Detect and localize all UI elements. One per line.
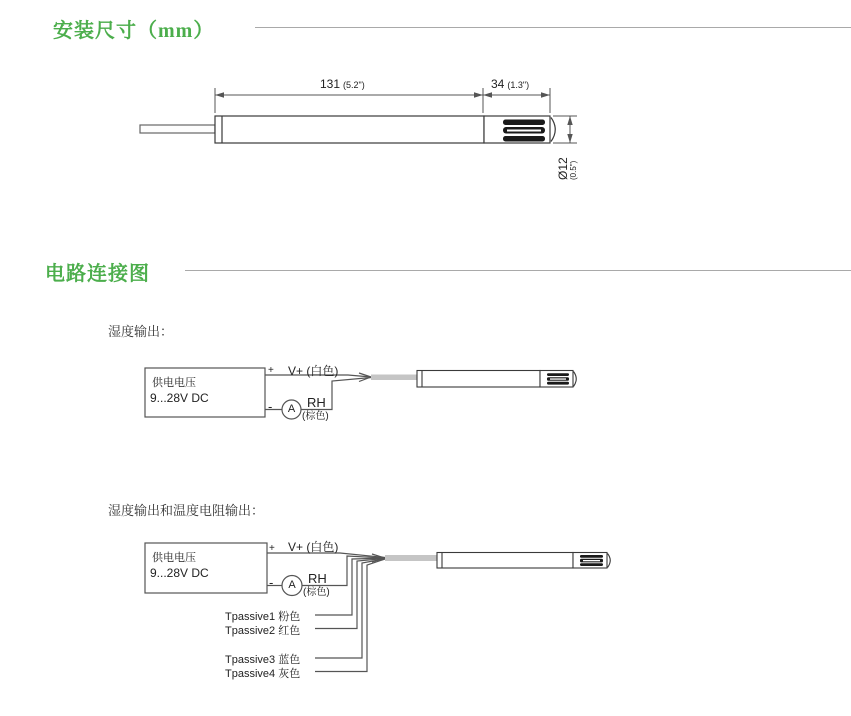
tpassive3-name: Tpassive3	[225, 654, 276, 666]
tpassive2-color: 红色	[278, 624, 301, 637]
diagram1-caption: 湿度输出：	[108, 324, 174, 339]
diagram2-ammeter-symbol: A	[288, 579, 296, 591]
tpassive2-name: Tpassive2	[225, 624, 276, 637]
probe-drawing-2	[385, 553, 610, 569]
dimension-head-label	[491, 77, 529, 91]
diagram1-vplus-wire-label: V+ (白色)	[288, 364, 339, 378]
dimension-head-inch: (1.3")	[507, 80, 530, 90]
dimension-head-mm: 34	[491, 77, 505, 91]
dimension-diameter-mm: Ø12	[556, 157, 570, 180]
section-divider-2	[185, 270, 851, 271]
diagram2-rh-wire-color: (棕色)	[303, 587, 330, 598]
tpassive1-color: 粉色	[278, 611, 301, 623]
diagram1-ammeter-symbol: A	[287, 403, 296, 415]
tpassive4-label	[225, 665, 300, 681]
probe-dimension-drawing	[140, 116, 555, 143]
dimension-diameter-inch: (0.5")	[568, 160, 578, 180]
diagram2-supply-voltage: 9...28V DC	[150, 566, 209, 580]
diagram2-plus-terminal: +	[269, 543, 275, 554]
section-divider-1	[255, 27, 851, 28]
dimension-diameter-label	[557, 157, 578, 180]
diagram1-rh-wire-color: (棕色)	[302, 411, 329, 422]
tpassive4-name: Tpassive4	[225, 667, 276, 680]
diagram1-plus-terminal: +	[268, 365, 274, 376]
dimension-length-label	[320, 77, 365, 91]
diagram2-minus-terminal: -	[269, 575, 274, 590]
dimension-length-inch: (5.2")	[343, 80, 365, 90]
section-title-wiring: 电路连接图	[45, 263, 150, 285]
probe-drawing-1	[371, 371, 576, 388]
tpassive4-color: 灰色	[278, 667, 301, 680]
diagram2-supply-label: 供电电压	[152, 552, 196, 564]
tpassive1-name: Tpassive1	[225, 611, 276, 623]
diagram1-supply-voltage: 9...28V DC	[150, 391, 209, 405]
diagram1-minus-terminal: -	[268, 399, 273, 414]
dimension-length-mm: 131	[320, 77, 341, 91]
diagram2-vplus-wire-label: V+ (白色)	[288, 540, 339, 554]
diagram2-rh-wire-label: RH	[308, 571, 327, 586]
tpassive3-color: 蓝色	[278, 654, 301, 666]
diagram1-supply-label: 供电电压	[152, 377, 196, 389]
section-title-dimensions: 安装尺寸（mm）	[53, 20, 215, 42]
tpassive2-label	[225, 622, 300, 638]
diagram1-rh-wire-label: RH	[307, 395, 326, 410]
diagram2-caption: 湿度输出和温度电阻输出：	[108, 503, 265, 518]
